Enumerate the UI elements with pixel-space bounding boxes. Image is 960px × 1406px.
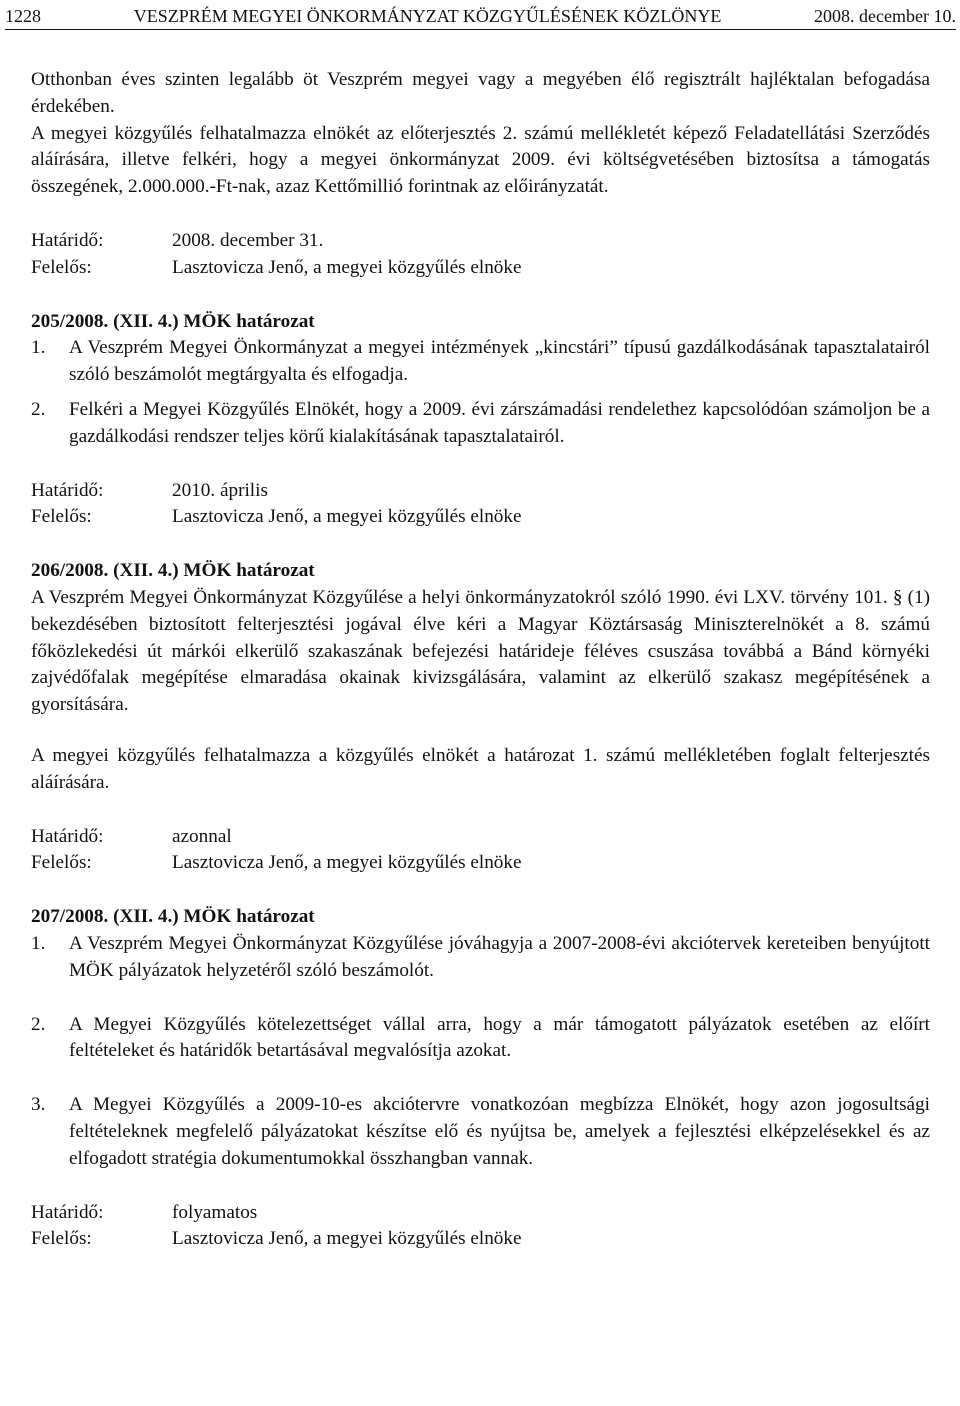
responsible-value: Lasztovicza Jenő, a megyei közgyűlés elnöke [172, 852, 522, 874]
deadline-row [31, 824, 930, 851]
resolution-paragraph: A megyei közgyűlés felhatalmazza a közgyűlés elnökét a határozat 1. számú mellékletében foglalt felterjesztés aláírására. [31, 744, 930, 793]
deadline-label: Határidő: [31, 1201, 104, 1223]
deadline-value: folyamatos [172, 1201, 258, 1223]
responsible-label: Felelős: [31, 1228, 92, 1250]
deadline-row [31, 478, 930, 505]
list-item-number: 2. [31, 1013, 46, 1035]
responsible-row [31, 850, 930, 877]
list-item-text: A Veszprém Megyei Önkormányzat Közgyűlése jóváhagyja a 2007-2008-évi akciótervek kereteiben benyújtott MÖK pályázatok helyzetéről szóló beszámolót. [69, 932, 930, 981]
responsible-value: Lasztovicza Jenő, a megyei közgyűlés elnöke [172, 1228, 522, 1250]
list-item [31, 1012, 930, 1066]
issue-date: 2008. december 10. [814, 6, 956, 26]
resolution-title: 205/2008. (XII. 4.) MÖK határozat [31, 310, 315, 332]
deadline-value: azonnal [172, 825, 232, 847]
responsible-label: Felelős: [31, 506, 92, 528]
list-item [31, 931, 930, 985]
responsible-label: Felelős: [31, 852, 92, 874]
list-item-number: 2. [31, 398, 46, 420]
responsible-row [31, 504, 930, 531]
deadline-value: 2010. április [172, 479, 268, 501]
list-item [31, 397, 930, 451]
list-item-text: A Megyei Közgyűlés a 2009-10-es akciótervre vonatkozóan megbízza Elnökét, hogy azon jogosultsági feltételeknek megfelelő pályázatokat készítse elő és nyújtsa be, amelyek a fejlesztési elképzelésekkel és az elfogadott stratégia dokumentumokkal összhangban vannak. [69, 1094, 930, 1169]
document-body [31, 30, 930, 1253]
responsible-value: Lasztovicza Jenő, a megyei közgyűlés elnöke [172, 506, 522, 528]
deadline-row [31, 1200, 930, 1227]
publication-title: VESZPRÉM MEGYEI ÖNKORMÁNYZAT KÖZGYŰLÉSÉNEK KÖZLÖNYE [133, 6, 722, 26]
resolution-paragraph: A Veszprém Megyei Önkormányzat Közgyűlése a helyi önkormányzatokról szóló 1990. évi LXV. törvény 101. § (1) bekezdésében biztosított felterjesztési jogával élve kéri a Magyar Köztársaság Miniszterelnökét a 8. számú főközlekedési út márkói elkerülő szakaszának befejezési határideje féléves csuszása továbbá a Bánd környéki zajvédőfalak megépítése elmaradása okainak kivizsgálására, valamint az elkerülő szakasz megépítésének a gyorsítására. [31, 586, 930, 716]
deadline-label: Határidő: [31, 825, 104, 847]
list-item-text: A Megyei Közgyűlés kötelezettséget vállal arra, hogy a már támogatott pályázatok esetében az előírt feltételeket és határidők betartásával megvalósítja azokat. [69, 1013, 930, 1062]
deadline-label: Határidő: [31, 479, 104, 501]
list-item-text: Felkéri a Megyei Közgyűlés Elnökét, hogy a 2009. évi zárszámadási rendelethez kapcsolódóan számoljon be a gazdálkodási rendszer teljes körű kialakításának tapasztalatairól. [69, 398, 930, 447]
deadline-value: 2008. december 31. [172, 229, 324, 251]
list-item-number: 1. [31, 932, 46, 954]
responsible-row [31, 1226, 930, 1253]
intro-paragraph-1: Otthonban éves szinten legalább öt Veszprém megyei vagy a megyében élő regisztrált hajléktalan befogadása érdekében. [31, 69, 930, 117]
responsible-label: Felelős: [31, 256, 92, 278]
responsible-value: Lasztovicza Jenő, a megyei közgyűlés elnöke [172, 256, 522, 278]
list-item-number: 3. [31, 1094, 46, 1116]
deadline-label: Határidő: [31, 229, 104, 251]
resolution-title: 207/2008. (XII. 4.) MÖK határozat [31, 906, 315, 928]
list-item [31, 1092, 930, 1172]
page-number: 1228 [5, 6, 41, 26]
list-item [31, 335, 930, 389]
list-item-number: 1. [31, 337, 46, 359]
resolution-title: 206/2008. (XII. 4.) MÖK határozat [31, 560, 315, 582]
deadline-row [31, 228, 930, 255]
intro-paragraph-2: A megyei közgyűlés felhatalmazza elnökét az előterjesztés 2. számú mellékletét képező Feladatellátási Szerződés aláírására, illetve felkéri, hogy a megyei önkormányzat 2009. évi költségvetésében biztosítsa a támogatás összegének, 2.000.000.-Ft-nak, azaz Kettőmillió forintnak az előirányzatát. [31, 122, 930, 198]
running-header [5, 0, 956, 30]
list-item-text: A Veszprém Megyei Önkormányzat a megyei intézmények „kincstári” típusú gazdálkodásának tapasztalatairól szóló beszámolót megtárgyalta és elfogadja. [69, 337, 930, 386]
responsible-row [31, 255, 930, 282]
